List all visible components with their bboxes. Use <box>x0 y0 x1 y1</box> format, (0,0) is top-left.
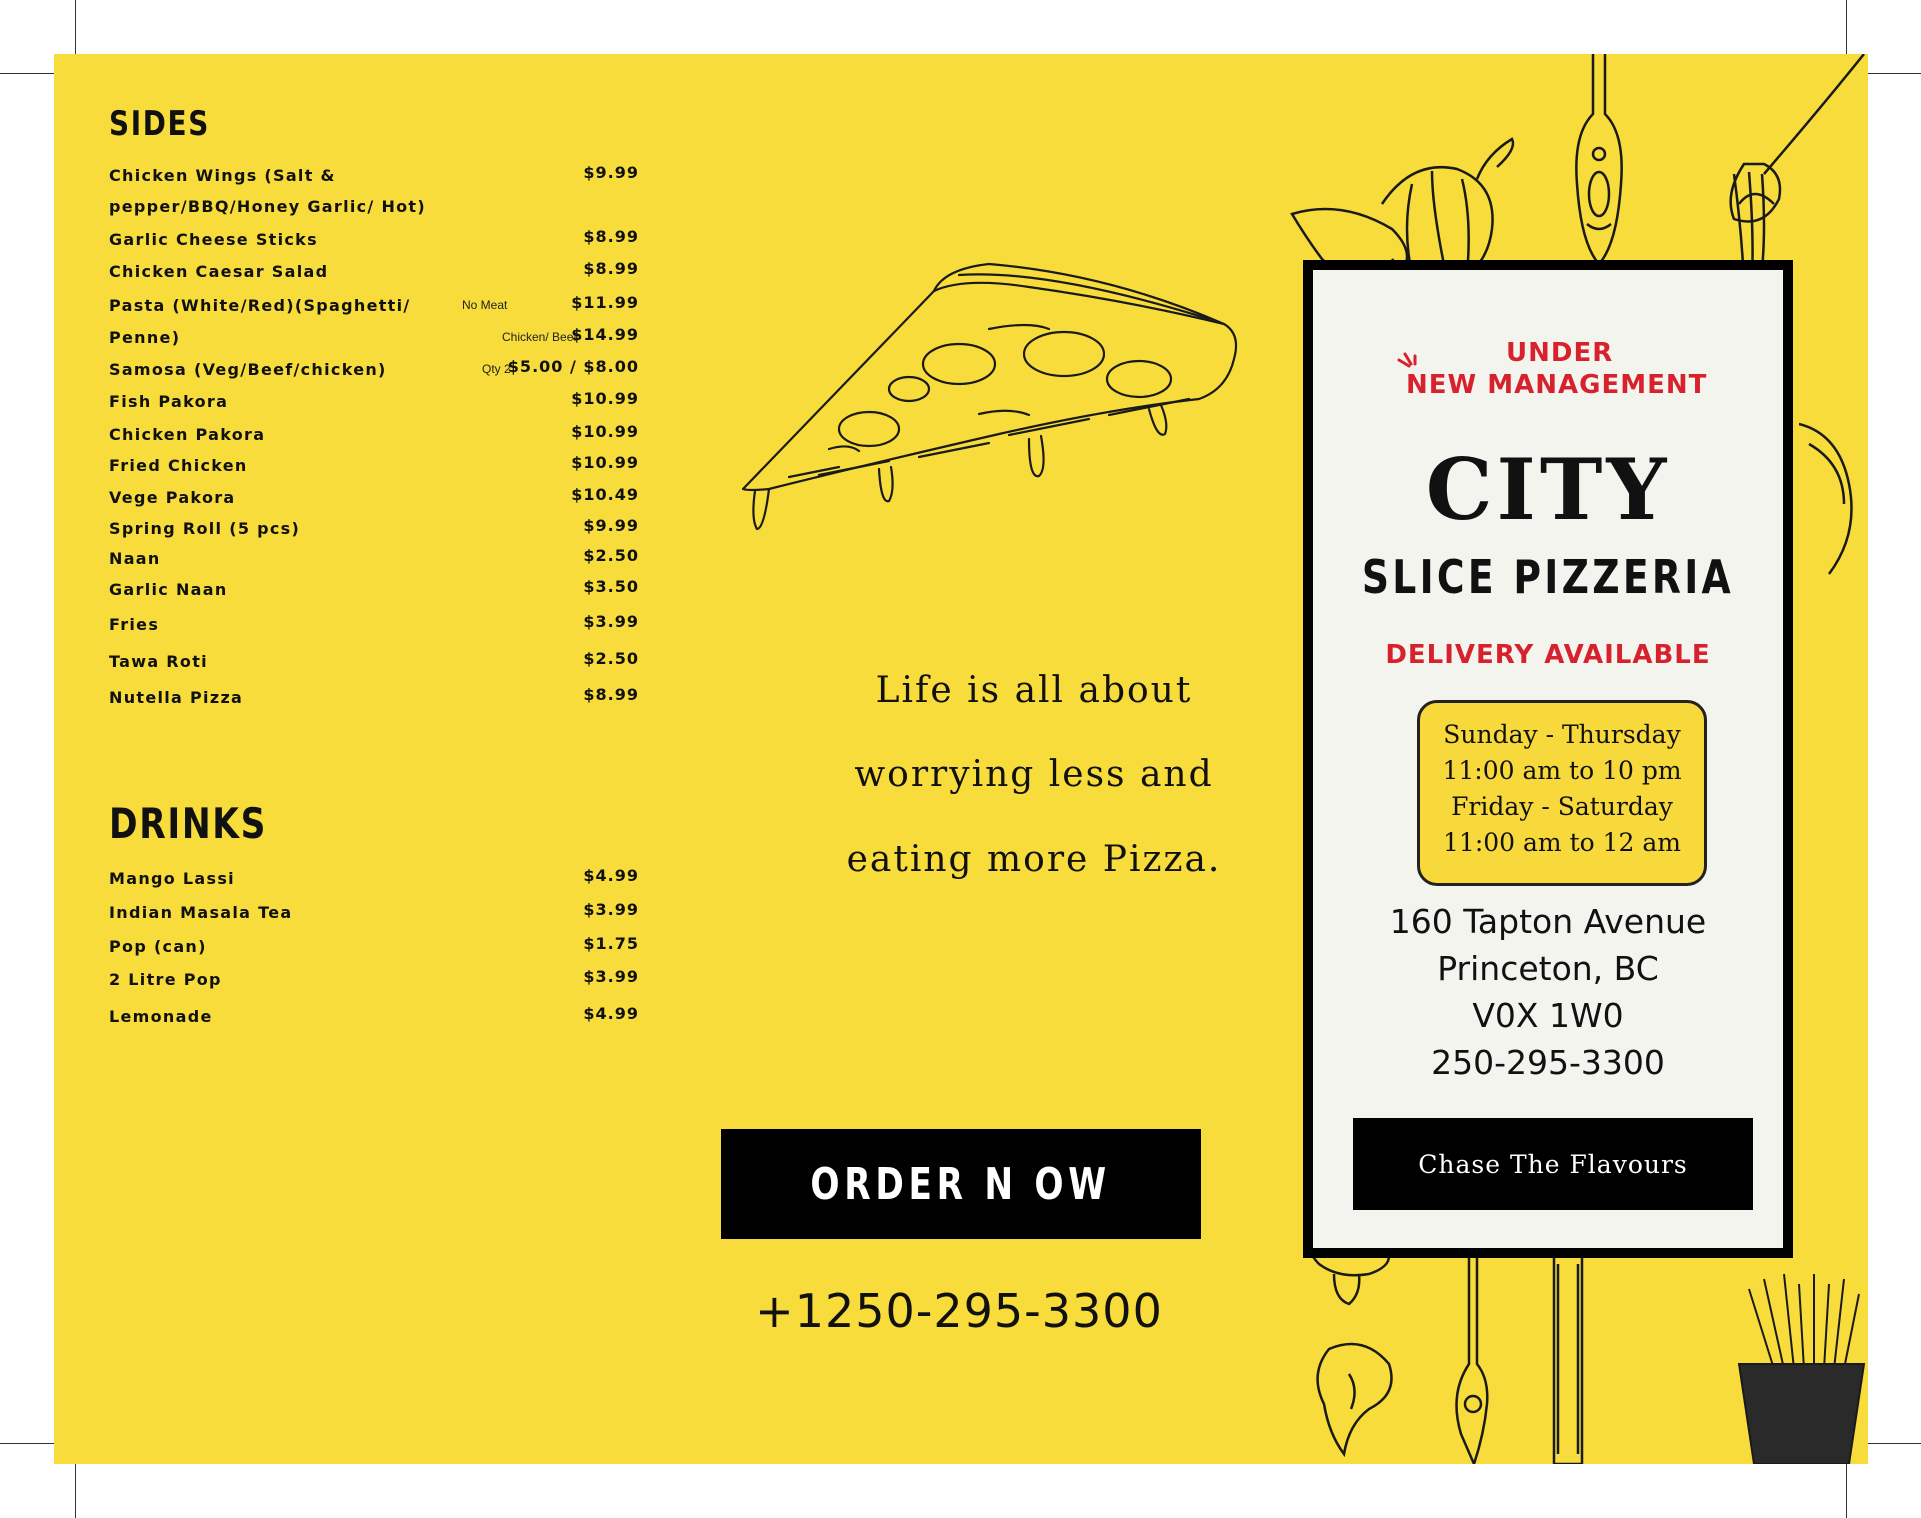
drinks-heading: DRINKS <box>109 799 268 848</box>
menu-item <box>109 453 639 480</box>
menu-item-name: Pasta (White/Red)(Spaghetti/ <box>109 296 411 315</box>
address-postal: V0X 1W0 <box>1472 996 1624 1035</box>
menu-item-note: No Meat <box>462 298 508 312</box>
crop-mark <box>0 1443 56 1444</box>
menu-item-price: $4.99 <box>583 1004 639 1023</box>
menu-item-name: Chicken Caesar Salad <box>109 262 329 281</box>
hours-line-4: 11:00 am to 12 am <box>1443 828 1681 857</box>
crop-mark <box>1846 0 1847 56</box>
menu-item-price: $4.99 <box>583 866 639 885</box>
menu-item-name: Samosa (Veg/Beef/chicken) <box>109 360 387 379</box>
menu-item <box>109 259 639 286</box>
menu-item-price: $11.99 <box>571 293 639 312</box>
crop-mark <box>1865 1443 1921 1444</box>
quote-line-2: worrying less and <box>854 754 1214 795</box>
crop-mark <box>0 73 56 74</box>
menu-item <box>109 577 639 604</box>
restaurant-name-city: CITY <box>1425 440 1671 539</box>
menu-item-name: Vege Pakora <box>109 488 236 507</box>
menu-item <box>109 612 639 639</box>
crop-mark <box>75 0 76 56</box>
opening-hours-box <box>1417 700 1707 886</box>
menu-item <box>109 357 639 384</box>
menu-item-price: $10.99 <box>571 422 639 441</box>
address-phone[interactable]: 250-295-3300 <box>1431 1043 1665 1082</box>
menu-item <box>109 389 639 416</box>
menu-item <box>109 485 639 512</box>
fries-icon <box>1729 1269 1868 1464</box>
address-city: Princeton, BC <box>1437 949 1659 988</box>
fork-handle-icon <box>1439 1254 1509 1464</box>
menu-item <box>109 546 639 573</box>
menu-item-name: Lemonade <box>109 1007 213 1026</box>
menu-item-price: $3.99 <box>583 612 639 631</box>
menu-item-name: Garlic Naan <box>109 580 228 599</box>
menu-item-price: $3.99 <box>583 900 639 919</box>
menu-item-name: Fried Chicken <box>109 456 248 475</box>
menu-item-price: $2.50 <box>583 649 639 668</box>
order-phone[interactable]: +1250-295-3300 <box>755 1284 1163 1338</box>
crop-mark <box>1865 73 1921 74</box>
menu-item-name: Penne) <box>109 328 181 347</box>
menu-item-price: $10.49 <box>571 485 639 504</box>
menu-page <box>54 54 1868 1464</box>
chase-the-flavours-button[interactable]: Chase The Flavours <box>1353 1118 1753 1210</box>
address-street: 160 Tapton Avenue <box>1389 902 1707 941</box>
menu-item-price: $9.99 <box>583 163 639 182</box>
spoon-icon <box>1559 54 1639 274</box>
sides-heading: SIDES <box>109 104 210 144</box>
menu-item <box>109 967 639 994</box>
restaurant-name-slice <box>1313 550 1783 604</box>
menu-item-name: Nutella Pizza <box>109 688 244 707</box>
menu-item-price: $3.50 <box>583 577 639 596</box>
restaurant-name-slice-text: SLICE PIZZERIA <box>1361 550 1735 604</box>
quote-line-3: eating more Pizza. <box>846 839 1222 880</box>
menu-item <box>109 197 639 221</box>
pasta-icon <box>1799 404 1868 584</box>
menu-item <box>109 422 639 449</box>
menu-item-price: $2.50 <box>583 546 639 565</box>
menu-item <box>109 685 639 712</box>
menu-item-price: $14.99 <box>571 325 639 344</box>
menu-item-price: $10.99 <box>571 453 639 472</box>
menu-item-name: Naan <box>109 549 161 568</box>
crop-mark <box>1846 1462 1847 1518</box>
menu-item-name: Fries <box>109 615 160 634</box>
menu-item-price: $8.99 <box>583 685 639 704</box>
menu-item-price: $8.99 <box>583 227 639 246</box>
menu-item-name: 2 Litre Pop <box>109 970 222 989</box>
pizza-slice-icon <box>729 229 1249 539</box>
hours-line-1: Sunday - Thursday <box>1443 720 1681 749</box>
menu-item <box>109 516 639 543</box>
crop-mark <box>75 1462 76 1518</box>
menu-item <box>109 325 639 352</box>
menu-item <box>109 900 639 927</box>
menu-item-name: pepper/BBQ/Honey Garlic/ Hot) <box>109 197 426 216</box>
quote-line-1: Life is all about <box>875 670 1193 711</box>
menu-item <box>109 293 639 320</box>
delivery-available-label: DELIVERY AVAILABLE <box>1385 640 1711 670</box>
menu-item-name: Indian Masala Tea <box>109 903 293 922</box>
menu-item-name: Chicken Pakora <box>109 425 266 444</box>
menu-item-price: $9.99 <box>583 516 639 535</box>
hours-line-3: Friday - Saturday <box>1451 792 1673 821</box>
menu-item <box>109 649 639 676</box>
knife-icon <box>1534 1254 1604 1464</box>
menu-item-name: Pop (can) <box>109 937 207 956</box>
menu-item-name: Chicken Wings (Salt & <box>109 166 336 185</box>
order-now-label: ORDER N OW <box>810 1158 1112 1210</box>
menu-item <box>109 163 639 190</box>
under-label: UNDER <box>1506 338 1614 368</box>
menu-item-name: Fish Pakora <box>109 392 229 411</box>
hours-line-2: 11:00 am to 10 pm <box>1442 756 1682 785</box>
menu-item <box>109 934 639 961</box>
new-management-label: NEW MANAGEMENT <box>1406 370 1708 400</box>
menu-item-price: $1.75 <box>583 934 639 953</box>
menu-item-price: $5.00 / $8.00 <box>507 357 639 376</box>
menu-item-name: Spring Roll (5 pcs) <box>109 519 301 538</box>
menu-item-name: Tawa Roti <box>109 652 208 671</box>
menu-item <box>109 227 639 254</box>
menu-item-note: Qty 2 <box>482 362 511 376</box>
menu-item <box>109 1004 639 1031</box>
menu-item-price: $10.99 <box>571 389 639 408</box>
info-card <box>1303 260 1793 1258</box>
menu-item-price: $3.99 <box>583 967 639 986</box>
menu-item <box>109 866 639 893</box>
menu-item-note: Chicken/ Beef <box>502 330 577 344</box>
menu-item-name: Mango Lassi <box>109 869 235 888</box>
fork-icon <box>1704 54 1868 284</box>
menu-item-name: Garlic Cheese Sticks <box>109 230 318 249</box>
order-now-button[interactable] <box>721 1129 1201 1239</box>
mushroom-icon <box>1289 1224 1409 1464</box>
menu-item-price: $8.99 <box>583 259 639 278</box>
